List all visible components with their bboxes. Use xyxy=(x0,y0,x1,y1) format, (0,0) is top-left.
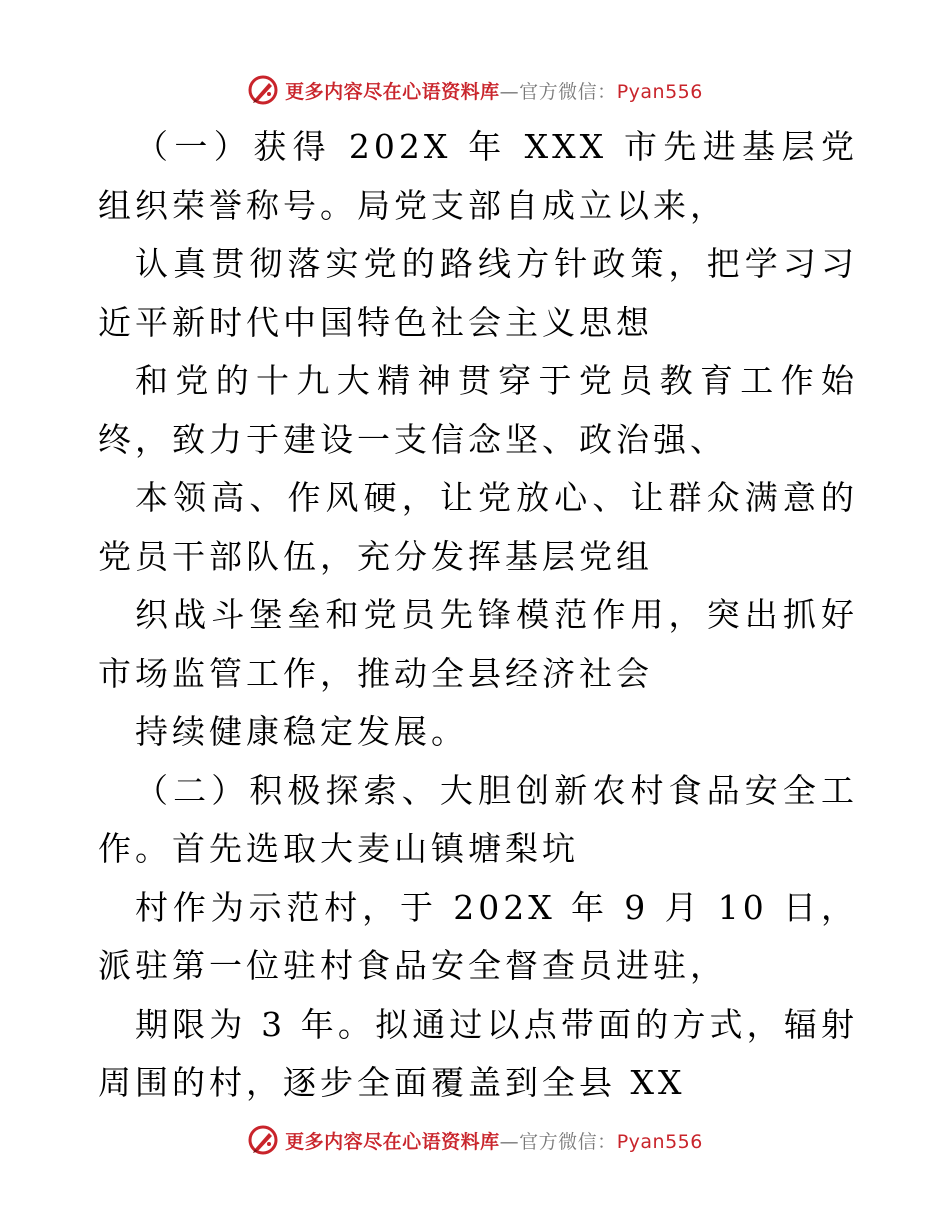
pen-in-circle-logo-icon xyxy=(247,1124,279,1156)
watermark-wechat-label: 官方微信： xyxy=(519,1130,617,1153)
paragraph: 本领高、作风硬，让党放心、让群众满意的党员干部队伍，充分发挥基层党组 xyxy=(98,478,858,576)
paragraph: （一）获得 202X 年 XXX 市先进基层党组织荣誉称号。局党支部自成立以来， xyxy=(98,127,858,225)
pen-in-circle-logo-icon xyxy=(247,74,279,106)
paragraph: 期限为 3 年。拟通过以点带面的方式，辐射周围的村，逐步全面覆盖到全县 XX xyxy=(98,1004,858,1102)
header-watermark xyxy=(0,70,950,110)
document-body xyxy=(98,118,858,1113)
paragraph: 村作为示范村，于 202X 年 9 月 10 日，派驻第一位驻村食品安全督查员进驻， xyxy=(98,887,858,985)
watermark-wechat-label: 官方微信： xyxy=(519,80,617,103)
paragraph: 持续健康稳定发展。 xyxy=(135,712,468,751)
watermark-brand: 更多内容尽在心语资料库 xyxy=(285,80,500,103)
watermark-text xyxy=(285,77,703,104)
watermark-text xyxy=(285,1127,703,1154)
paragraph: 和党的十九大精神贯穿于党员教育工作始终，致力于建设一支信念坚、政治强、 xyxy=(98,361,858,459)
paragraph: 织战斗堡垒和党员先锋模范作用，突出抓好市场监管工作，推动全县经济社会 xyxy=(98,595,858,693)
footer-watermark xyxy=(0,1120,950,1160)
watermark-dash: — xyxy=(499,80,520,103)
paragraph: （二）积极探索、大胆创新农村食品安全工作。首先选取大麦山镇塘梨坑 xyxy=(98,770,858,868)
watermark-dash: — xyxy=(499,1130,520,1153)
watermark-brand: 更多内容尽在心语资料库 xyxy=(285,1130,500,1153)
watermark-account: Pyan556 xyxy=(616,80,703,103)
watermark-account: Pyan556 xyxy=(616,1130,703,1153)
paragraph: 认真贯彻落实党的路线方针政策，把学习习近平新时代中国特色社会主义思想 xyxy=(98,244,858,342)
